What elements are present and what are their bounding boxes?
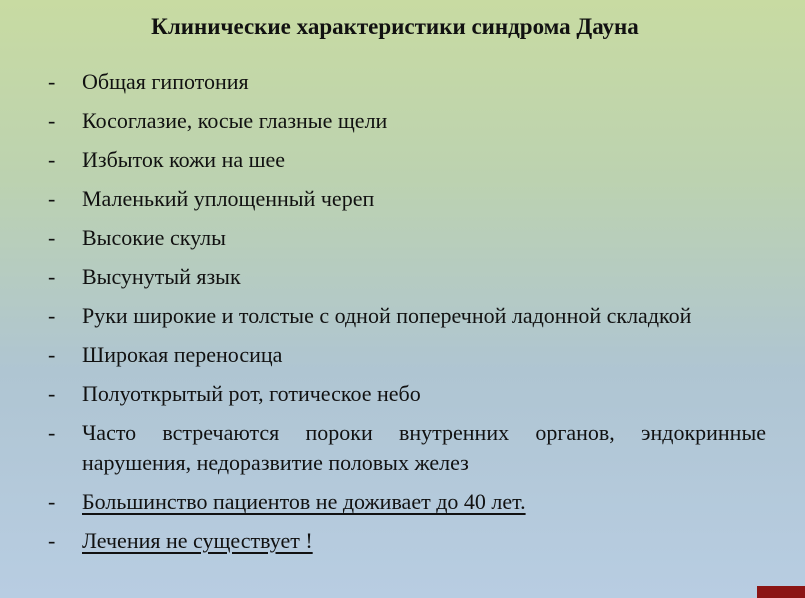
list-item-text: Руки широкие и толстые с одной поперечной ладонной складкой: [82, 303, 692, 328]
list-item-text: Часто встречаются пороки внутренних органов, эндокринные нарушения, недоразвитие половых желез: [82, 420, 766, 475]
list-item-text: Избыток кожи на шее: [82, 147, 286, 172]
list-item: [46, 418, 766, 478]
list-item-text: Полуоткрытый рот, готическое небо: [82, 381, 421, 406]
list-item-text: Лечения не существует !: [82, 528, 313, 553]
bullet-dash: -: [48, 264, 56, 289]
bullet-dash: -: [48, 489, 56, 514]
bullet-dash: -: [48, 342, 56, 367]
slide-title: Клинические характеристики синдрома Дауна: [151, 14, 639, 39]
bullet-dash: -: [48, 147, 56, 172]
list-item: [46, 301, 766, 331]
list-item-text: Высунутый язык: [82, 264, 241, 289]
list-item-text: Большинство пациентов не доживает до 40 лет.: [82, 489, 526, 514]
list-item: [46, 145, 766, 175]
bullet-dash: -: [48, 186, 56, 211]
list-item: [46, 106, 766, 136]
list-item: [46, 379, 766, 409]
list-item: [46, 487, 766, 517]
bullet-dash: -: [48, 381, 56, 406]
corner-accent-block: [757, 586, 805, 598]
list-item-text: Широкая переносица: [82, 342, 283, 367]
list-item: [46, 340, 766, 370]
bullet-dash: -: [48, 420, 56, 445]
list-item-text: Косоглазие, косые глазные щели: [82, 108, 388, 133]
list-item-text: Общая гипотония: [82, 69, 249, 94]
bullet-list: [46, 67, 766, 565]
bullet-dash: -: [48, 528, 56, 553]
list-item-text: Маленький уплощенный череп: [82, 186, 375, 211]
list-item: [46, 223, 766, 253]
list-item: [46, 184, 766, 214]
bullet-dash: -: [48, 303, 56, 328]
list-item: [46, 262, 766, 292]
list-item: [46, 526, 766, 556]
list-item: [46, 67, 766, 97]
bullet-dash: -: [48, 108, 56, 133]
list-item-text: Высокие скулы: [82, 225, 226, 250]
bullet-dash: -: [48, 225, 56, 250]
bullet-dash: -: [48, 69, 56, 94]
